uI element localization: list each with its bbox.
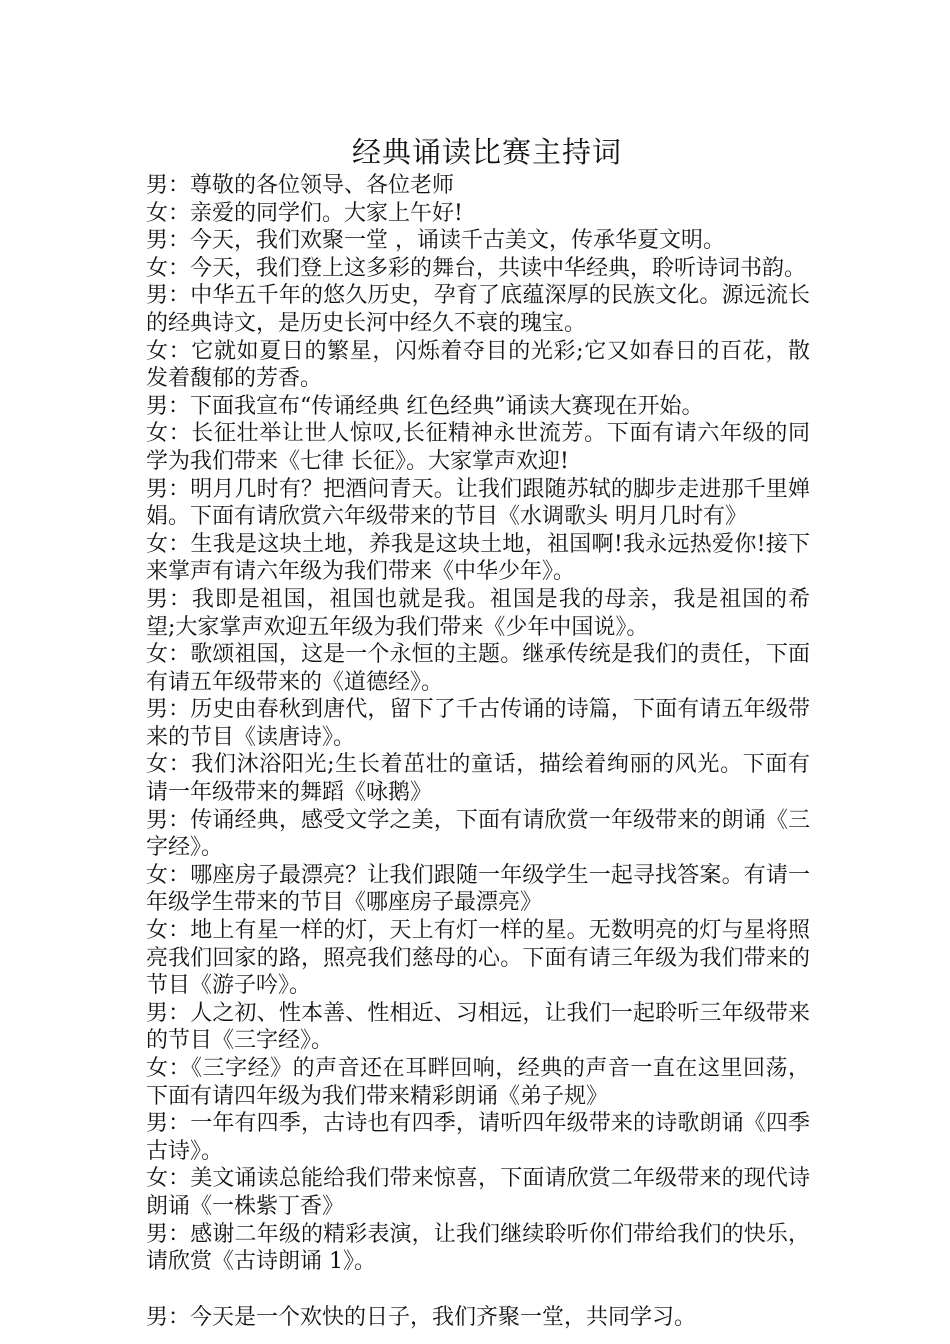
dialogue-line: 男：感谢二年级的精彩表演，让我们继续聆听你们带给我们的快乐，请欣赏《古诗朗诵 1》。	[146, 1221, 810, 1275]
dialogue-line: 女：美文诵读总能给我们带来惊喜，下面请欣赏二年级带来的现代诗朗诵《一株紫丁香》	[146, 1166, 810, 1219]
dialogue-line: 男：中华五千年的悠久历史，孕育了底蕴深厚的民族文化。源远流长的经典诗文，是历史长河中经久不衰的瑰宝。	[146, 283, 810, 336]
dialogue-line: 女：地上有星一样的灯，天上有灯一样的星。无数明亮的灯与星将照亮我们回家的路，照亮我们慈母的心。下面有请三年级为我们带来的节目《游子吟》。	[146, 918, 810, 999]
dialogue-line: 男：今天，我们欢聚一堂 ，诵读千古美文，传承华夏文明。	[146, 228, 725, 254]
dialogue-line: 女：它就如夏日的繁星，闪烁着夺目的光彩;它又如春日的百花，散发着馥郁的芳香。	[146, 338, 810, 392]
dialogue-line: 男：一年有四季，古诗也有四季，请听四年级带来的诗歌朗诵《四季古诗》。	[146, 1111, 810, 1164]
dialogue-line: 女：生我是这块土地，养我是这块土地，祖国啊!我永远热爱你!接下来掌声有请六年级为我们带来《中华少年》。	[146, 531, 810, 585]
dialogue-line: 男：明月几时有？把酒问青天。让我们跟随苏轼的脚步走进那千里婵娟。下面有请欣赏六年级带来的节目《水调歌头 明月几时有》	[146, 476, 810, 530]
paragraph-spacer	[146, 1276, 810, 1304]
document-page	[146, 132, 810, 1331]
dialogue-line: 男：今天是一个欢快的日子，我们齐聚一堂，共同学习。	[146, 1304, 697, 1330]
dialogue-line: 女：今天，我们登上这多彩的舞台，共读中华经典，聆听诗词书韵。	[146, 255, 807, 281]
dialogue-line: 男：历史由春秋到唐代，留下了千古传诵的诗篇，下面有请五年级带来的节目《读唐诗》。	[146, 697, 810, 750]
dialogue-line: 女：《三字经》的声音还在耳畔回响，经典的声音一直在这里回荡，下面有请四年级为我们带来精彩朗诵《弟子规》	[146, 1056, 810, 1109]
dialogue-line: 女：我们沐浴阳光;生长着茁壮的童话，描绘着绚丽的风光。下面有请一年级带来的舞蹈《咏鹅》	[146, 752, 810, 806]
dialogue-line: 女：亲爱的同学们。大家上午好!	[146, 200, 463, 226]
dialogue-line: 男：我即是祖国，祖国也就是我。祖国是我的母亲，我是祖国的希望;大家掌声欢迎五年级为我们带来《少年中国说》。	[146, 586, 810, 640]
dialogue-lines	[146, 172, 810, 1331]
dialogue-line: 男：下面我宣布“传诵经典 红色经典”诵读大赛现在开始。	[146, 393, 704, 419]
document-title: 经典诵读比赛主持词	[351, 135, 622, 169]
dialogue-line: 男：尊敬的各位领导、各位老师	[146, 173, 455, 198]
dialogue-line: 男：人之初、性本善、性相近、习相远，让我们一起聆听三年级带来的节目《三字经》。	[146, 1000, 810, 1054]
dialogue-line: 男：传诵经典，感受文学之美，下面有请欣赏一年级带来的朗诵《三字经》。	[146, 807, 810, 861]
dialogue-line: 女：歌颂祖国，这是一个永恒的主题。继承传统是我们的责任，下面有请五年级带来的《道德经》。	[146, 642, 810, 695]
dialogue-line: 女：长征壮举让世人惊叹,长征精神永世流芳。下面有请六年级的同学为我们带来《七律 长征》。大家掌声欢迎!	[146, 421, 810, 474]
dialogue-line: 女：哪座房子最漂亮？让我们跟随一年级学生一起寻找答案。有请一年级学生带来的节目《哪座房子最漂亮》	[146, 862, 810, 916]
